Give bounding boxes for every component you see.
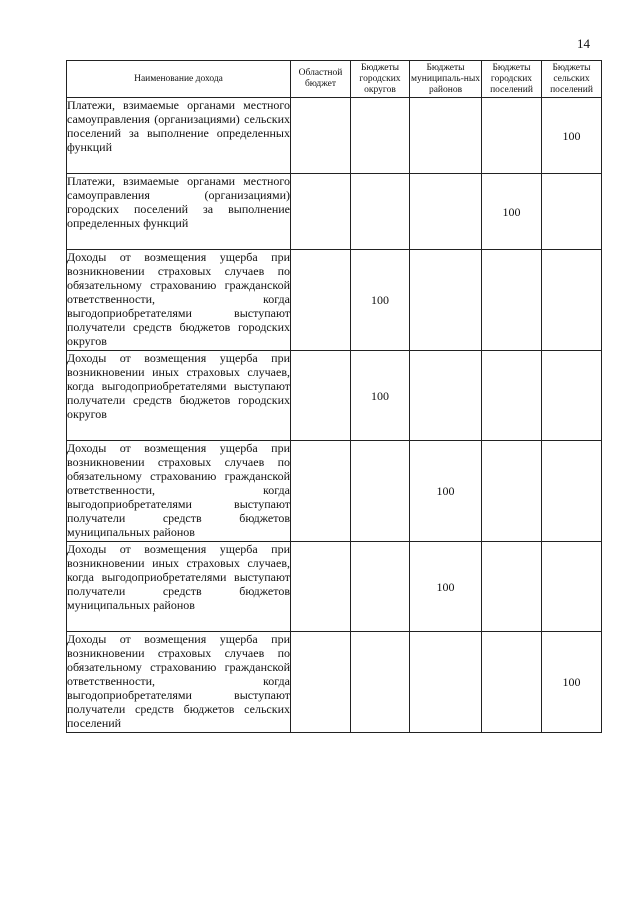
value-cell xyxy=(482,98,542,174)
value-cell xyxy=(542,542,602,632)
value-cell xyxy=(542,250,602,351)
value-cell: 100 xyxy=(482,174,542,250)
value-cell: 100 xyxy=(542,632,602,733)
value-cell xyxy=(410,250,482,351)
header-regional-budget: Областной бюджет xyxy=(291,61,351,98)
revenue-name-cell: Платежи, взимаемые органами местного самоуправления (организациями) сельских поселений за выполнение определенных функций xyxy=(67,98,291,174)
value-cell xyxy=(542,351,602,441)
value-cell: 100 xyxy=(351,250,410,351)
header-municipal-district-budgets: Бюджеты муниципаль-ных районов xyxy=(410,61,482,98)
value-cell xyxy=(291,441,351,542)
value-cell xyxy=(291,542,351,632)
revenue-distribution-table xyxy=(66,60,602,733)
revenue-name-cell: Доходы от возмещения ущерба при возникновении страховых случаев по обязательному страхованию гражданской ответственности, когда выгодоприобретателями выступают получатели средств бюджетов муниципальных районов xyxy=(67,441,291,542)
table-row xyxy=(67,174,602,250)
value-cell: 100 xyxy=(410,441,482,542)
header-urban-settlement-budgets: Бюджеты городских поселений xyxy=(482,61,542,98)
value-cell xyxy=(351,542,410,632)
value-cell xyxy=(291,98,351,174)
table-row xyxy=(67,351,602,441)
page-number: 14 xyxy=(577,36,590,51)
table-header-row xyxy=(67,61,602,98)
value-cell xyxy=(410,632,482,733)
value-cell xyxy=(410,351,482,441)
revenue-name-cell: Доходы от возмещения ущерба при возникновении страховых случаев по обязательному страхованию гражданской ответственности, когда выгодоприобретателями выступают получатели средств бюджетов сельских поселений xyxy=(67,632,291,733)
value-cell xyxy=(351,632,410,733)
value-cell: 100 xyxy=(410,542,482,632)
value-cell: 100 xyxy=(351,351,410,441)
value-cell xyxy=(410,174,482,250)
revenue-name-cell: Доходы от возмещения ущерба при возникновении иных страховых случаев, когда выгодоприобретателями выступают получатели средств бюджетов городских округов xyxy=(67,351,291,441)
table-row xyxy=(67,98,602,174)
value-cell xyxy=(291,351,351,441)
value-cell xyxy=(291,174,351,250)
header-rural-settlement-budgets: Бюджеты сельских поселений xyxy=(542,61,602,98)
value-cell xyxy=(482,441,542,542)
revenue-name-cell: Доходы от возмещения ущерба при возникновении страховых случаев по обязательному страхованию гражданской ответственности, когда выгодоприобретателями выступают получатели средств бюджетов городских округов xyxy=(67,250,291,351)
value-cell xyxy=(542,174,602,250)
value-cell xyxy=(482,250,542,351)
revenue-name-cell: Платежи, взимаемые органами местного самоуправления (организациями) городских поселений за выполнение определенных функций xyxy=(67,174,291,250)
value-cell xyxy=(351,98,410,174)
table-row xyxy=(67,632,602,733)
value-cell xyxy=(542,441,602,542)
table-row xyxy=(67,250,602,351)
value-cell: 100 xyxy=(542,98,602,174)
value-cell xyxy=(291,632,351,733)
table-row xyxy=(67,542,602,632)
value-cell xyxy=(291,250,351,351)
value-cell xyxy=(351,174,410,250)
value-cell xyxy=(482,632,542,733)
value-cell xyxy=(410,98,482,174)
header-city-district-budgets: Бюджеты городских округов xyxy=(351,61,410,98)
value-cell xyxy=(482,542,542,632)
table-row xyxy=(67,441,602,542)
value-cell xyxy=(482,351,542,441)
value-cell xyxy=(351,441,410,542)
revenue-name-cell: Доходы от возмещения ущерба при возникновении иных страховых случаев, когда выгодоприобретателями выступают получатели средств бюджетов муниципальных районов xyxy=(67,542,291,632)
header-revenue-name: Наименование дохода xyxy=(67,61,291,98)
